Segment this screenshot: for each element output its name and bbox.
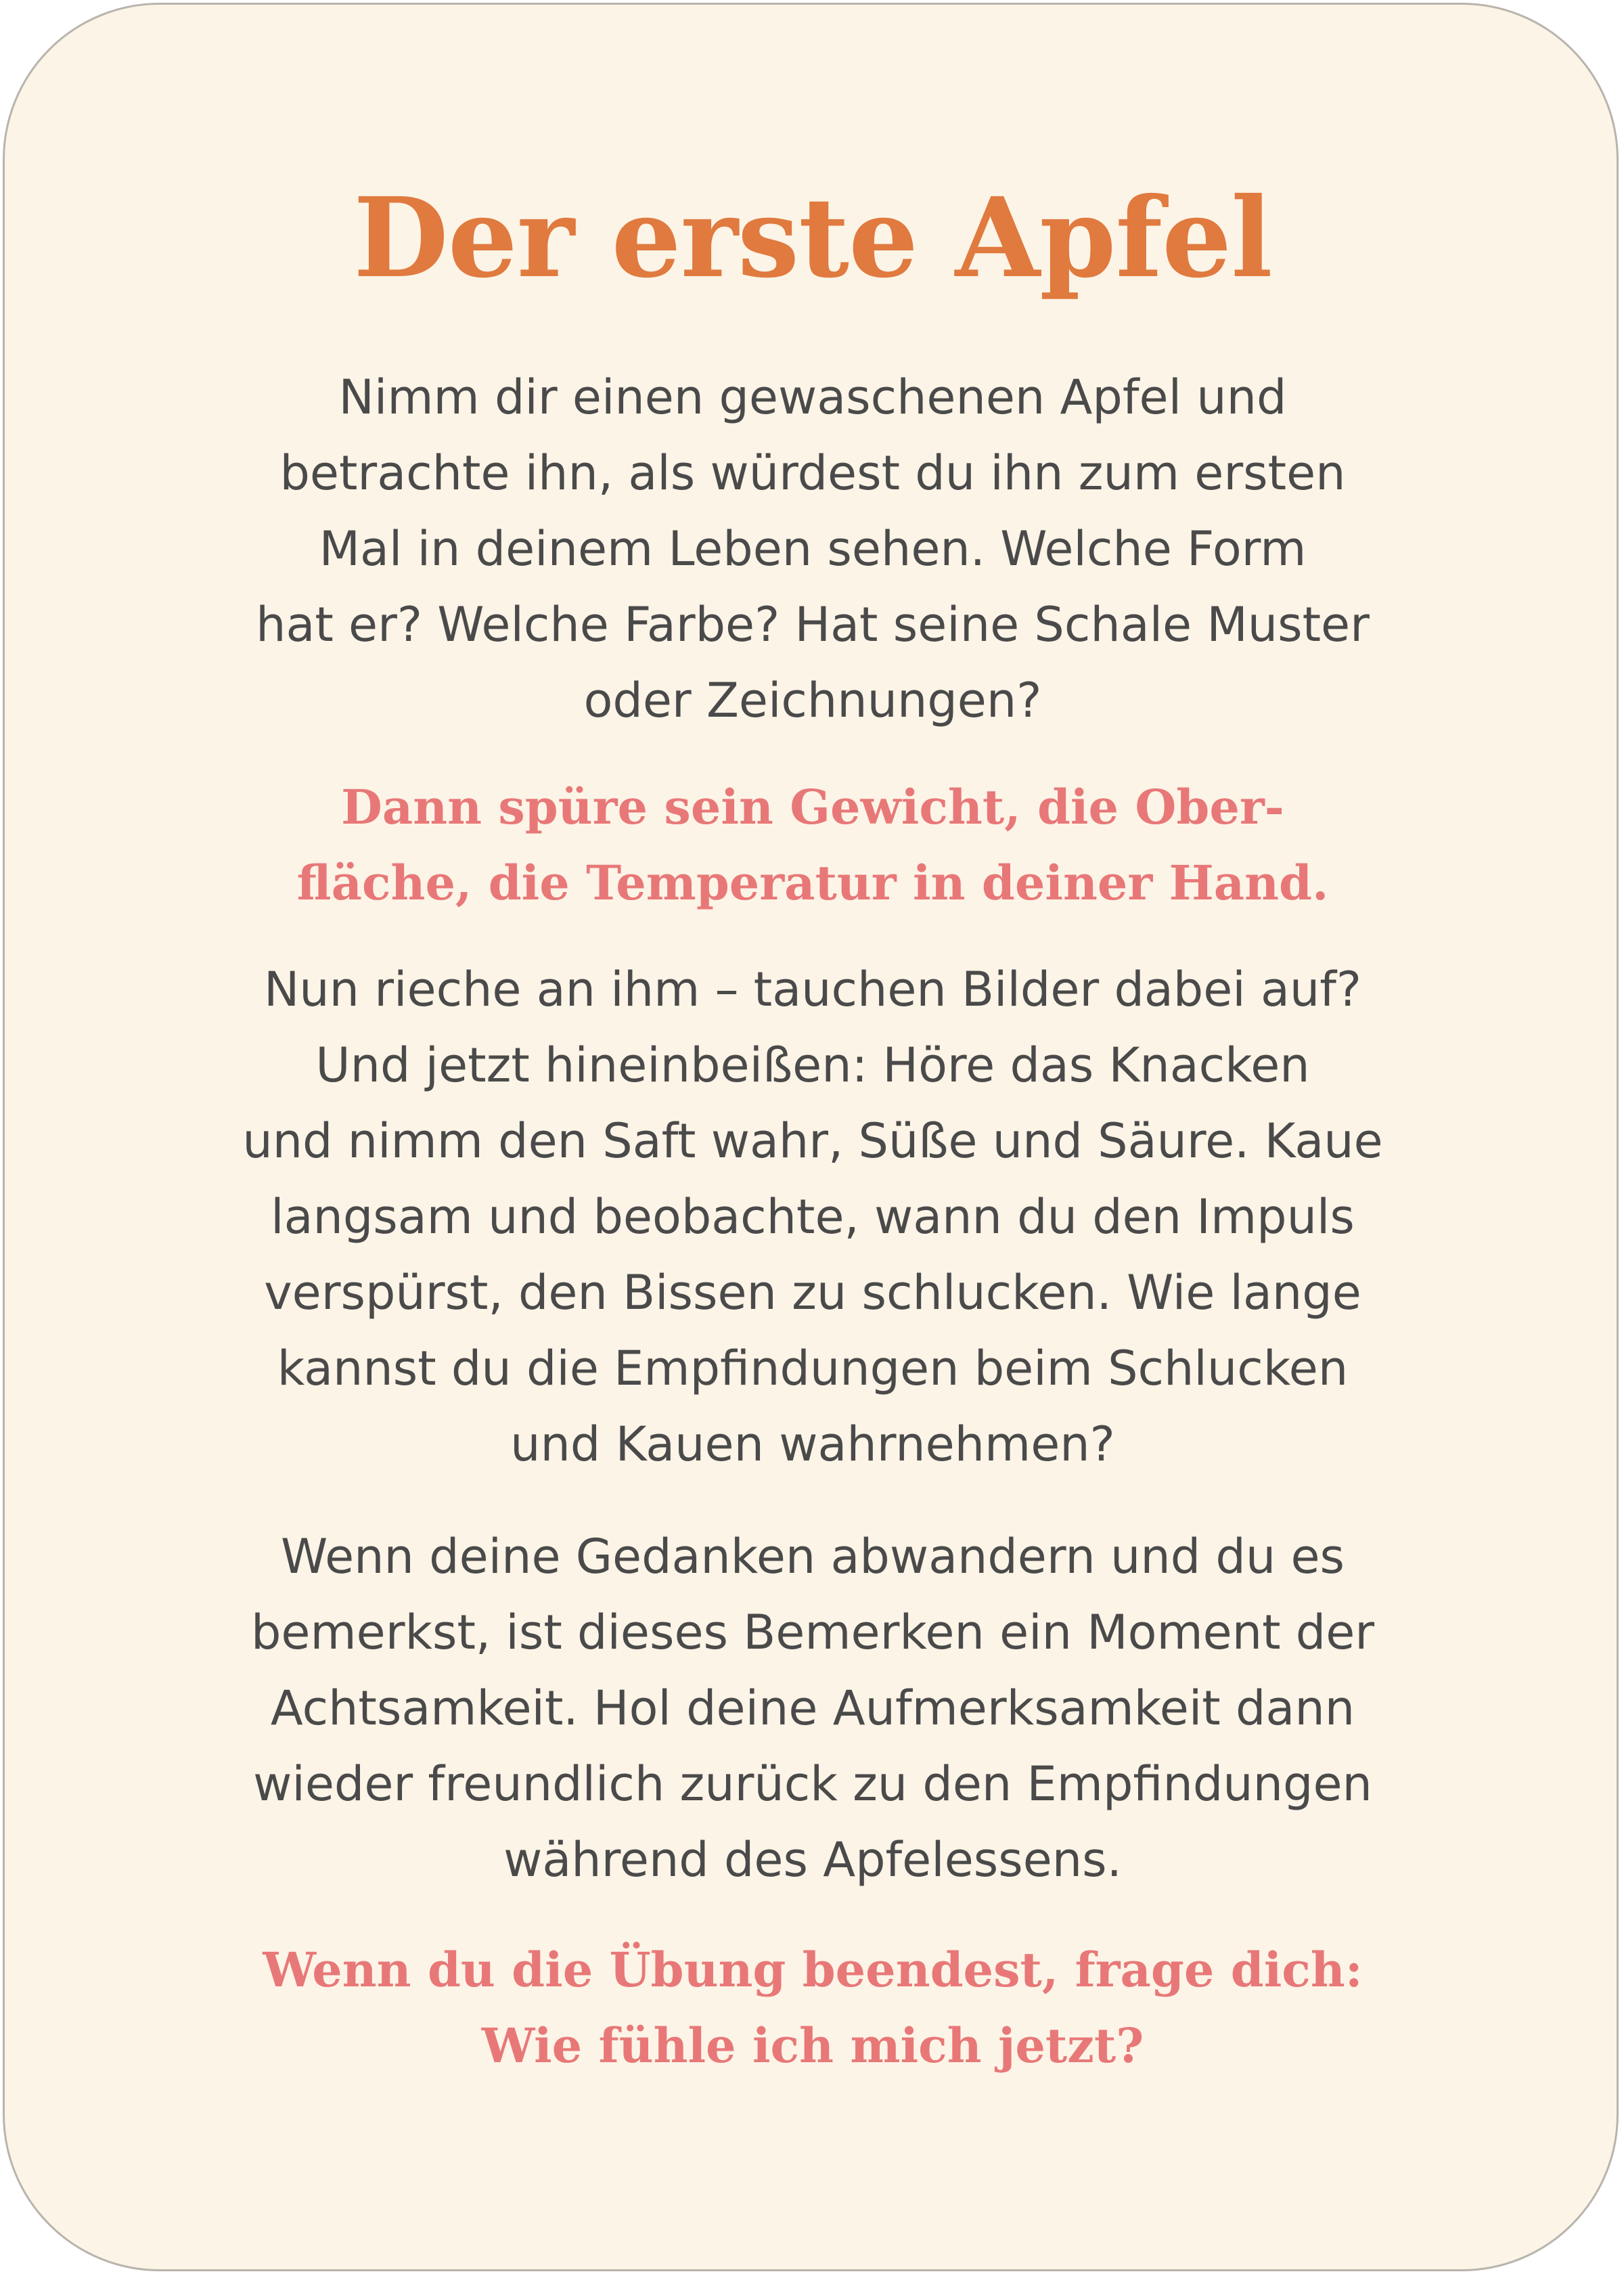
intro-paragraph: Nimm dir einen gewaschenen Apfel und betrachte ihn, als würdest du ihn zum ersten Mal in deinem Leben sehen. Welche Form hat er? Welche Farbe? Hat seine Schale Muster oder Zeichnungen? bbox=[256, 370, 1370, 728]
exercise-card bbox=[3, 3, 1619, 2271]
card-title: Der erste Apfel bbox=[353, 174, 1272, 303]
mindfulness-paragraph: Wenn deine Gedanken abwandern und du es bemerkst, ist dieses Bemerken ein Moment der Achtsamkeit. Hol deine Aufmerksamkeit dann wieder freundlich zurück zu den Empfindungen während des Apfelessens. bbox=[250, 1529, 1375, 1888]
closing-question: Wenn du die Übung beendest, frage dich: Wie fühle ich mich jetzt? bbox=[263, 1942, 1363, 2074]
smell-taste-paragraph: Nun rieche an ihm – tauchen Bilder dabei auf? Und jetzt hineinbeißen: Höre das Knacken und nimm den Saft wahr, Süße und Säure. Kaue langsam und beobachte, wann du den Impuls verspürst, den Bissen zu schlucken. Wie lange kannst du die Empfindungen beim Schlucken und Kauen wahrnehmen? bbox=[242, 962, 1383, 1472]
highlight-paragraph-touch: Dann spüre sein Gewicht, die Ober- fläche, die Temperatur in deiner Hand. bbox=[296, 779, 1329, 911]
